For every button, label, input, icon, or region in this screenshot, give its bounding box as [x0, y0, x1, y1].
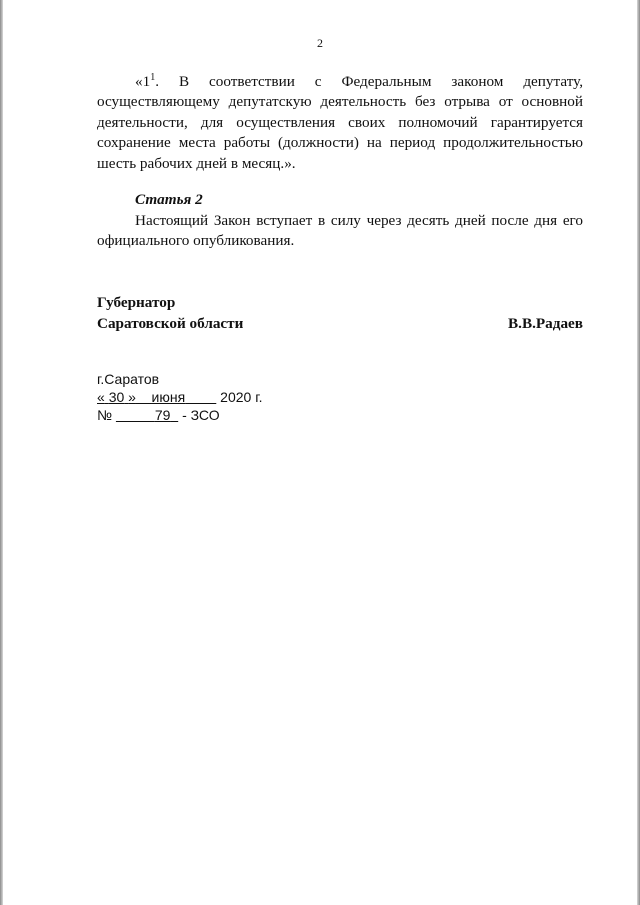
signatory-name: В.В.Радаев — [508, 314, 583, 332]
quote-lead: «1 — [135, 73, 151, 91]
signatory-position — [97, 293, 243, 334]
document-number: 79 — [154, 407, 171, 424]
date-close: » — [128, 389, 136, 406]
date-month: июня — [151, 389, 186, 406]
article-2 — [97, 190, 583, 251]
date-day: 30 — [108, 389, 125, 406]
city: г.Саратов — [97, 371, 160, 388]
signature-block — [97, 293, 583, 334]
article-text: Настоящий Закон вступает в силу через десять дней после дня его официального опубликования. — [97, 211, 583, 249]
article-title: Статья 2 — [135, 191, 203, 209]
date-line — [97, 388, 583, 406]
date-year: 2020 г. — [220, 389, 263, 406]
date-open: « — [97, 389, 105, 406]
number-suffix: - ЗСО — [182, 407, 220, 424]
place-date-number — [97, 370, 583, 424]
superscript: 1 — [150, 72, 156, 83]
scan-edge-left — [0, 0, 3, 905]
position-line-2: Саратовской области — [97, 314, 244, 332]
page-number: 2 — [317, 36, 323, 50]
amendment-text: . В соответствии с Федеральным законом депутату, осуществляющему депутатскую деятельность без отрыва от основной деятельности, для осуществления своих полномочий гарантируется сохранение места работы (должности) на период продолжительностью шесть рабочих дней в месяц.». — [97, 73, 583, 172]
document-body — [97, 68, 583, 424]
number-prefix: № — [97, 407, 113, 424]
number-line — [97, 406, 583, 424]
paragraph-amendment — [97, 68, 583, 174]
position-line-1: Губернатор — [97, 294, 176, 312]
